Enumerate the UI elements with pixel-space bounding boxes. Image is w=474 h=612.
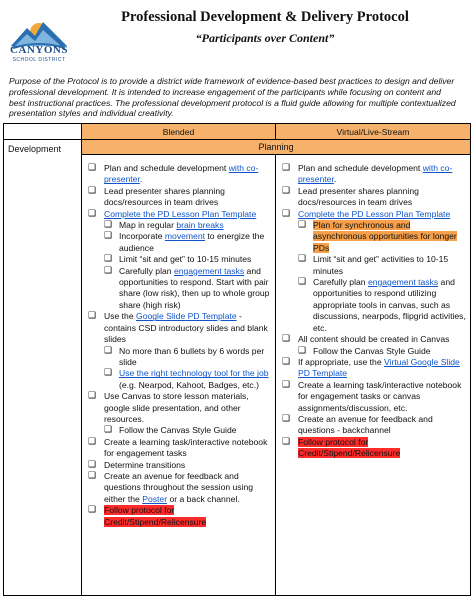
checklist-item [88, 231, 271, 254]
checklist-item [88, 163, 271, 186]
item-text: Use the [104, 311, 137, 322]
item-text: to energize the audience [119, 231, 265, 253]
checklist-item [282, 254, 466, 277]
checklist-item [282, 414, 466, 437]
checklist-item [88, 460, 271, 471]
checklist-item [88, 254, 271, 265]
link[interactable]: engagement tasks [367, 277, 439, 288]
link[interactable]: engagement tasks [173, 265, 245, 276]
checklist-item [282, 437, 466, 460]
checklist-item [88, 437, 271, 460]
checklist-item [88, 368, 271, 391]
checklist-item [88, 220, 271, 231]
item-text: Limit “sit and get” activities to 10-15 minutes [313, 254, 449, 276]
item-text: Plan and schedule development [298, 163, 423, 173]
item-text: Lead presenter shares planning docs/resources in team drives [298, 185, 419, 208]
link[interactable]: with co-presenter [298, 163, 453, 185]
checklist-item [88, 505, 271, 528]
checklist-item [88, 209, 271, 220]
column-header-virtual: Virtual/Live-Stream [276, 124, 471, 140]
link[interactable]: movement [164, 231, 205, 242]
item-text: and opportunities to respond utilizing appropriate tools in canvas, such as discussions, nearpods, flipgrid activities, etc. [313, 277, 466, 333]
item-text: Carefully plan [313, 277, 368, 288]
item-text: Determine transitions [104, 459, 186, 470]
item-text: Create an avenue for feedback and questions throughout the session using either the [104, 470, 254, 504]
checklist-item [88, 346, 271, 369]
checklist-item [88, 186, 271, 209]
link[interactable]: Complete the PD Lesson Plan Template [104, 208, 257, 219]
checklist-item [282, 209, 466, 220]
page-subtitle: “Participants over Content” [195, 31, 335, 45]
link[interactable]: with co-presenter [104, 163, 259, 185]
item-text: - contains CSD introductory slides and blank slides [104, 311, 268, 345]
checklist-item [88, 311, 271, 345]
item-text: Limit “sit and get” to 10-15 minutes [119, 254, 252, 265]
checklist-item [282, 163, 466, 186]
item-text: Plan for synchronous and asynchronous opportunities for longer PDs [313, 220, 457, 253]
link[interactable]: brain breaks [176, 220, 224, 231]
item-text: No more than 6 bullets by 6 words per slide [119, 345, 265, 367]
item-text: Carefully plan [119, 265, 174, 276]
protocol-table [3, 123, 471, 596]
purpose-paragraph: Purpose of the Protocol is to provide a district wide framework of evidence-based best practices to design and deliver professional development. It is intended to increase engagement of the participants while focusing on content and best instructional practices. The professional development protocol is a fluid guide allowing for multiple contextualized presentation styles and individual creativity. [9, 76, 456, 119]
item-text: Create an avenue for feedback and questions - backchannel [298, 413, 433, 436]
link[interactable]: Complete the PD Lesson Plan Template [298, 208, 451, 219]
checklist-item [282, 346, 466, 357]
item-text: Follow the Canvas Style Guide [119, 425, 237, 436]
item-text: Use Canvas to store lesson materials, google slide presentation, and other resources. [104, 391, 249, 424]
link[interactable]: Virtual Google Slide PD Template [298, 356, 460, 379]
logo-subtext: SCHOOL DISTRICT [12, 57, 66, 63]
checklist-item [282, 334, 466, 345]
item-text: and opportunities to respond. Start with pair share (low risk), then up to whole group share (high risk) [119, 265, 270, 310]
item-text: All content should be created in Canvas [298, 334, 450, 345]
link[interactable]: Google Slide PD Template [136, 311, 237, 322]
item-text: Incorporate [119, 231, 165, 242]
page-title: Professional Development & Delivery Protocol [121, 9, 409, 25]
item-text: If appropriate, use the [298, 356, 384, 367]
item-text: Follow the Canvas Style Guide [313, 345, 431, 356]
item-text: Lead presenter shares planning docs/resources in team drives [104, 185, 225, 208]
logo-wordmark: CANYONS [10, 44, 68, 56]
link[interactable]: Use the right technology tool for the job [119, 368, 269, 379]
link[interactable]: Poster [142, 493, 168, 504]
item-text: Map in regular [119, 220, 177, 231]
checklist-item [282, 220, 466, 254]
checklist-item [282, 380, 466, 414]
checklist-item [88, 266, 271, 312]
virtual-cell [276, 155, 471, 596]
blended-cell [82, 155, 276, 596]
empty-header-cell [4, 124, 82, 140]
item-text: . [139, 174, 143, 185]
virtual-checklist [276, 155, 470, 464]
checklist-item [88, 425, 271, 436]
checklist-item [282, 277, 466, 334]
section-planning: Planning [82, 140, 471, 155]
row-label-development: Development [4, 140, 82, 596]
item-text: . [333, 174, 337, 185]
checklist-item [282, 186, 466, 209]
item-text: Follow protocol for Credit/Stipend/Relicensure [298, 436, 401, 459]
checklist-item [282, 357, 466, 380]
item-text: or a back channel. [167, 493, 240, 504]
checklist-item [88, 471, 271, 505]
column-header-blended: Blended [82, 124, 276, 140]
item-text: Plan and schedule development [104, 163, 229, 173]
item-text: Create a learning task/interactive notebook for engagement tasks [104, 436, 268, 459]
item-text: (e.g. Nearpod, Kahoot, Badges, etc.) [119, 379, 259, 390]
item-text: Create a learning task/interactive notebook for engagement tasks or canvas assignments/discussion, etc. [298, 379, 462, 413]
blended-checklist [82, 155, 275, 532]
checklist-item [88, 391, 271, 425]
item-text: Follow protocol for Credit/Stipend/Relicensure [104, 505, 207, 527]
